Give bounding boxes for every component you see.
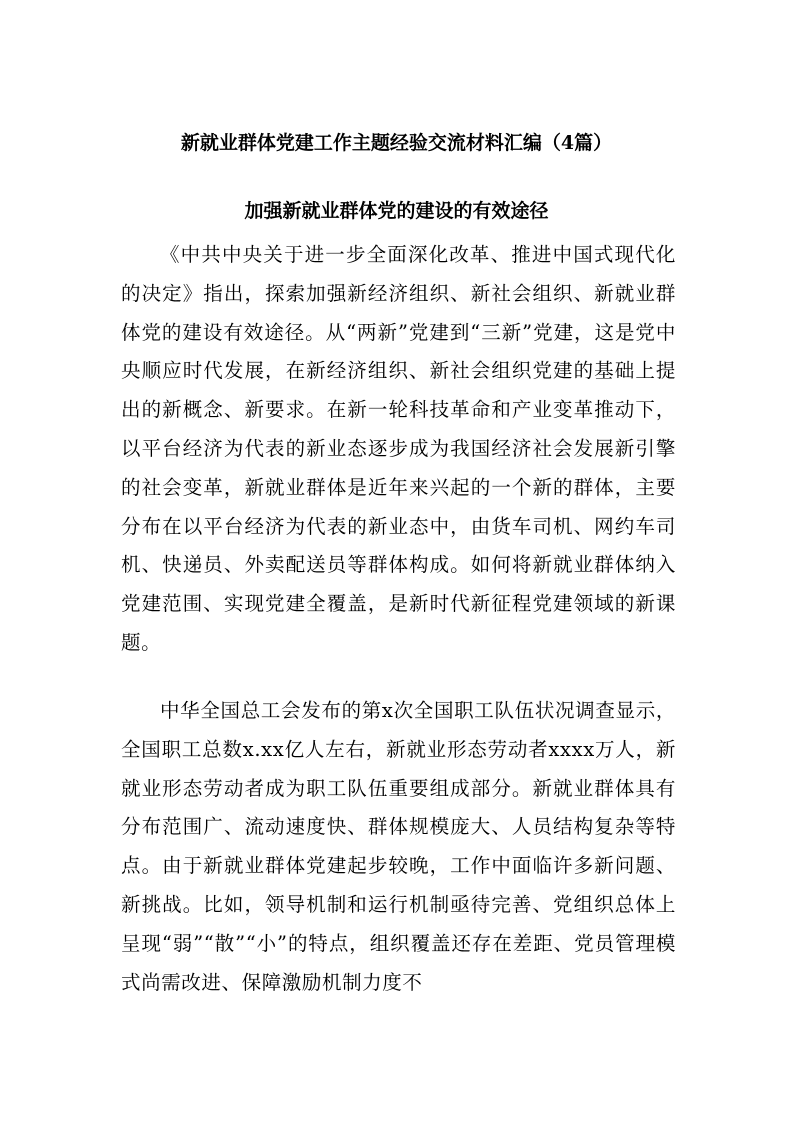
section-title: 加强新就业群体党的建设的有效途径: [244, 200, 549, 222]
document-title: 新就业群体党建工作主题经验交流材料汇编（4篇）: [180, 132, 613, 154]
body-paragraph: 中华全国总工会发布的第x次全国职工队伍状况调查显示，全国职工总数x.xx亿人左右，新就业形态劳动者xxxx万人，新就业形态劳动者成为职工队伍重要组成部分。新就业群体具有分布范围广、流动速度快、群体规模庞大、人员结构复杂等特点。由于新就业群体党建起步较晚，工作中面临许多新问题、新挑战。比如，领导机制和运行机制亟待完善、党组织总体上呈现“弱”“散”“小”的特点，组织覆盖还存在差距、党员管理模式尚需改进、保障激励机制力度不: [121, 699, 676, 994]
body-paragraph: 《中共中央关于进一步全面深化改革、推进中国式现代化的决定》指出，探索加强新经济组织、新社会组织、新就业群体党的建设有效途径。从“两新”党建到“三新”党建，这是党中央顺应时代发展，在新经济组织、新社会组织党建的基础上提出的新概念、新要求。在新一轮科技革命和产业变革推动下，以平台经济为代表的新业态逐步成为我国经济社会发展新引擎的社会变革，新就业群体是近年来兴起的一个新的群体，主要分布在以平台经济为代表的新业态中，由货车司机、网约车司机、快递员、外卖配送员等群体构成。如何将新就业群体纳入党建范围、实现党建全覆盖，是新时代新征程党建领域的新课题。: [121, 243, 676, 654]
